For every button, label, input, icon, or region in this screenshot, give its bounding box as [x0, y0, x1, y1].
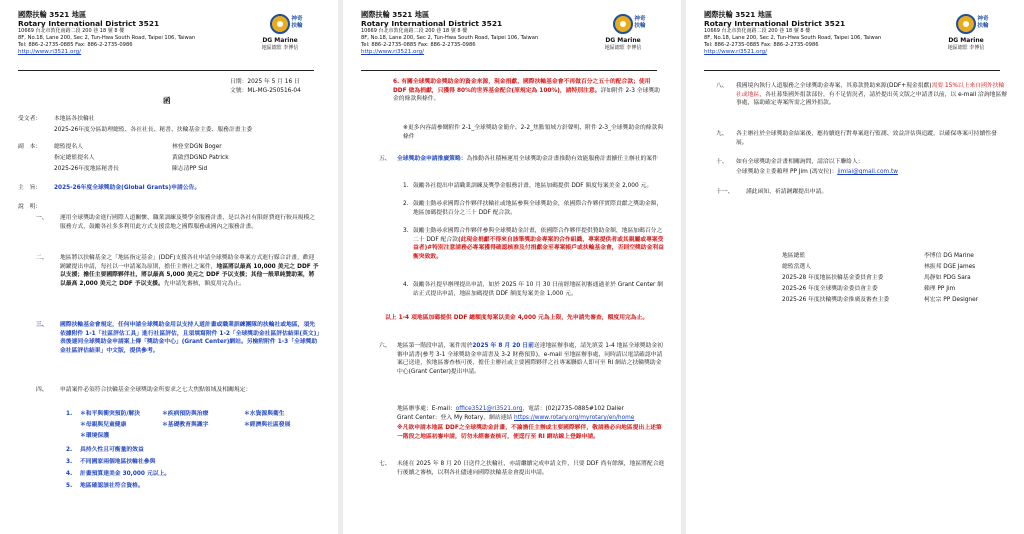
district-title-en: Rotary International District 3521 — [704, 19, 846, 28]
focus-number: 1. — [66, 411, 73, 417]
section-8 — [736, 82, 1008, 108]
requirement: 計畫預算達美金 30,000 元以上。 — [80, 471, 171, 477]
section-5 — [397, 155, 665, 164]
district-logo — [934, 14, 998, 51]
item-2-tail: 先申請先審核，額度用完為止。 — [163, 280, 245, 287]
section-6-text: 地區第一階段申請，案件需於 — [397, 343, 473, 349]
signer-title: 2025-26 年度全球獎助金委員會主委 — [782, 286, 878, 292]
rotary-wheel-icon — [956, 14, 976, 34]
contact-person-label: 全球獎助金主委賴理 PP Jim (馮安拉)： — [736, 169, 838, 175]
cc-role: 總監提名人 — [54, 144, 83, 150]
item-number: 四、 — [36, 387, 48, 393]
focus-area: ＊母親與兒童健康 — [80, 422, 127, 428]
contact-label: 地區辦事處：E-mail： — [397, 406, 456, 412]
office-email-link[interactable]: office3521@ri3521.org — [455, 406, 523, 412]
letter-page-1 — [0, 0, 338, 534]
focus-row — [80, 432, 162, 441]
website-link[interactable]: http://www.ri3521.org/ — [361, 49, 425, 55]
signer-title: 總監當選人 — [782, 264, 811, 270]
deadline-date: 2025 年 8 月 20 日前 — [472, 343, 534, 349]
focus-number: 4. — [66, 471, 73, 477]
strategy-item — [413, 227, 665, 261]
explain-item-2 — [60, 254, 320, 288]
item-6-tail: 詳如附件 2-3 全球獎助金的條款與條件。 — [393, 87, 660, 103]
section-number: 十一、 — [716, 189, 734, 195]
cc-name: 陳志清PP Sid — [172, 166, 208, 172]
governor-zh: 地區總監 李博信 — [604, 45, 642, 51]
address-zh: 10669 台北市敦化南路二段 200 巷 18 號 8 樓 — [361, 28, 468, 34]
to-label: 受文者： — [18, 116, 42, 122]
cc-label: 副 本： — [18, 144, 42, 150]
governor-en: DG Marine — [605, 37, 641, 44]
strategy-item: 鼓勵主動尋求國際合作夥伴扶輪社或地區參與全球獎助金，依國際合作夥伴實際貢獻之獎助金額，地區加碼提供百分之三十 DDF 配合款。 — [413, 201, 663, 216]
district-title-en: Rotary International District 3521 — [18, 19, 160, 28]
section-6 — [397, 342, 665, 376]
strategy-text: 鼓勵主動尋求國際合作夥伴參與全球獎助金計畫，依國際合作夥伴提供贊助金額，地區加碼百分之二十 DDF 配合款 — [413, 228, 663, 243]
rotary-wheel-icon — [613, 14, 633, 34]
cc-role: 2025-26年度地區秘書長 — [54, 166, 119, 172]
item-2-text: 地區將以扶輪基金之「地區指定基金」(DDF)支援各社申請全球獎助金專案方式進行媒合計畫，歡迎踴躍提出申請，每社以一申請案為原則，擔任主辦社之案件， — [60, 255, 315, 270]
letter-type: 函 — [163, 96, 171, 105]
to-line-2: 2025-26年度分區助理總監、各社社長、秘書、扶輪基金主委、服務計畫主委 — [54, 127, 253, 133]
office-contact — [397, 405, 665, 414]
header-divider — [704, 70, 1000, 71]
contact-person — [736, 168, 1008, 177]
item-6 — [393, 78, 665, 104]
focus-row — [80, 410, 326, 419]
district-title-zh: 國際扶輪 3521 地區 — [361, 10, 430, 19]
section-number: 七、 — [379, 461, 391, 467]
header-divider — [18, 70, 314, 71]
logo-text: 神奇扶輪 — [977, 16, 989, 29]
focus-area: ＊水資源與衛生 — [244, 411, 285, 417]
address-en: 8F, No.18, Lane 200, Sec 2, Tun-Hwa South Road, Taipei 106, Taiwan — [18, 35, 196, 41]
focus-area: ＊和平與衝突預防/解決 — [80, 411, 141, 417]
governor-zh: 地區總監 李博信 — [947, 45, 985, 51]
strategy-number: 4. — [403, 282, 409, 288]
district-logo — [591, 14, 655, 51]
grant-center-label: Grant Center：登入 My Rotary，網站連結 — [397, 415, 513, 421]
focus-number: 5. — [66, 483, 73, 489]
tel-fax: Tel: 886-2-2735-0885 Fax: 886-2-2735-0986 — [361, 42, 476, 48]
focus-area: ＊環境保護 — [80, 433, 109, 439]
subject-label: 主 旨： — [18, 185, 42, 191]
explain-label: 說 明： — [18, 204, 42, 210]
requirement: 不同國家兩個地區扶輪社參與 — [80, 459, 156, 465]
attachments-note: ※更多內容請參閱附件 2-1_全球獎助金簡介、2-2_焦點領域方針聲明、附件 2-3_全球獎助金的條款與條件 — [403, 125, 664, 140]
logo-text: 神奇扶輪 — [291, 16, 303, 29]
governor-en: DG Marine — [262, 37, 298, 44]
subject-text: 2025-26年度全球獎助金(Global Grants)申請公告。 — [54, 185, 201, 191]
focus-number: 3. — [66, 459, 73, 465]
strategy-item: 鼓勵各社提早辦理提出申請，如於 2025 年 10 月 30 日前經地區初審通過並於 Grant Center 網站正式提出申請，地區加碼提供 DDF 額度每案美金 1,000 元。 — [413, 282, 664, 297]
section-number: 九、 — [716, 131, 728, 137]
governor-en: DG Marine — [948, 37, 984, 44]
section-11: 謹此函知，祈請踴躍提出申請。 — [746, 189, 828, 195]
section-number: 八、 — [716, 83, 728, 89]
section-5-lead: 全球獎助金申請推廣策略： — [397, 156, 467, 162]
item-number: 一、 — [36, 215, 48, 221]
explain-item-1: 運用全球獎助金進行國際人道關懷、職業訓練及獎學金服務計畫，是以各社有限經費進行較具規模之服務方式，鼓勵各社多多利用此方式支援當地之國際服務或國內之服務計畫。 — [60, 215, 316, 230]
strategy-note: #特別注意請務必專案獲得確認核准及付捐獻金至專案帳戶或扶輪基金會，否則空獎助金利益衡突致敗。 — [413, 245, 664, 260]
logo-text: 神奇扶輪 — [634, 16, 646, 29]
letter-page-3 — [686, 0, 1024, 534]
signer-name: 李博信 DG Marine — [924, 253, 974, 259]
address-zh: 10669 台北市敦化南路二段 200 巷 18 號 8 樓 — [704, 28, 811, 34]
first-stage-note: ※凡欲申請本地區 DDF之全球獎助金計畫，不論擔任主辦或主要國際夥伴，敬請務必向地區提出上述第一階段之地區初審申請，切勿未經審查核可，便逕行至 RI 網站線上登錄申請。 — [397, 425, 662, 440]
website-link[interactable]: http://www.ri3521.org/ — [18, 49, 82, 55]
explain-item-3: 國際扶輪基金會規定，任何申請全球獎助金用以支持人道計畫或職業訓練團隊的扶輪社或地區，須先依據附件 1-1「社區評估工具」進行社區評估，且須填寫附件 1-2「全球獎助金社區評估結果(英文)」表後連同全球獎助金申請案上傳「獎助金中心」(Grant Center)網站。另檢附附件 1-3「全球獎助金社區評估結果」中文版，提供參考。 — [60, 322, 320, 354]
requirement: 地區確認該社符合資格。 — [80, 483, 144, 489]
section-number: 六、 — [379, 343, 391, 349]
signer-name: 馬靜如 PDG Sara — [924, 275, 971, 281]
section-8-text: 我國境內執行人道服務之全球獎助金專案，其募款贊助來源(DDF+現金捐獻) — [736, 83, 932, 89]
address-zh: 10669 台北市敦化南路二段 200 巷 18 號 8 樓 — [18, 28, 125, 34]
section-5-text: 為推動各社積極運用全球獎助金計畫推動有效能服務計畫擴任主辦社的案件 — [466, 156, 658, 162]
section-8-text: ，各社募集國外捐款部份，有不足情況者，請於提出英文版之申請書以前，以 e-mail 洽詢地區辦事處，協助確定專案所需之國外捐款。 — [736, 91, 1008, 107]
tel-fax: Tel: 886-2-2735-0885 Fax: 886-2-2735-0986 — [18, 42, 133, 48]
signer-name: 賴理 PP Jim — [924, 286, 956, 292]
section-number: 五、 — [379, 156, 391, 162]
item-2-highlight: 地區將以最高 10,000 美元之 DDF 予以支援；擔任主要國際夥伴社，將以最高 5,000 美元之 DDF 予以支援；其他一般單純贊助案，將以最高 2,000 美元之 DDF 予以支援。 — [60, 263, 319, 287]
explain-item-4: 申請案件必須符合扶輪基金全球獎助金所要求之七大焦點領域及相關規定： — [60, 387, 252, 393]
header-divider — [361, 70, 657, 71]
district-title-en: Rotary International District 3521 — [361, 19, 503, 28]
grant-center-link[interactable]: https://www.rotary.org/myrotary/en/home — [514, 415, 635, 421]
focus-area: ＊經濟與社區發展 — [244, 422, 291, 428]
website-link[interactable]: http://www.ri3521.org/ — [704, 49, 768, 55]
district-title-zh: 國際扶輪 3521 地區 — [704, 10, 773, 19]
address-en: 8F, No.18, Lane 200, Sec 2, Tun-Hwa South Road, Taipei 106, Taiwan — [704, 35, 882, 41]
to-line-1: 本地區各扶輪社 — [54, 116, 95, 122]
section-8-requirement: 需要 15%以上來自國外扶輪社或地區 — [736, 83, 1005, 98]
letter-page-2 — [343, 0, 681, 534]
cc-role: 指定總監提名人 — [54, 155, 95, 161]
section-6-text: 送達地區辦事處，請先填妥 1-4 地區全球獎助金初審申請書(參考 3-1 全球獎助金申請書及 3-2 財務預算)，e-mail 至地區辦事處，同時請以電話確認申請案已送達，俟地區審查核可後，擔任主辦社或主要國際夥伴之社專案聯絡人即可至 RI 網站之扶輪獎助金中心(Grant Center)提出申請。 — [397, 343, 663, 375]
signer-title: 地區總監 — [782, 253, 806, 259]
governor-zh: 地區總監 李博信 — [261, 45, 299, 51]
doc-number: 文號：ML-MG-250516-04 — [230, 88, 301, 94]
focus-row — [80, 421, 326, 430]
strategy-warning: (此現金捐獻不得來自該筆獎助金專案的合作組織，專案提供者或其親屬或專案受益者) — [413, 236, 664, 252]
item-number: 三、 — [36, 322, 48, 328]
strategy-number: 1. — [403, 183, 409, 189]
section-10: 如有全球獎助金計畫相關詢問，請洽以下聯絡人： — [736, 159, 864, 165]
signer-title: 2025-26 年度扶輪獎助金推廣及審查主委 — [782, 297, 890, 303]
strategy-number: 2. — [403, 201, 409, 207]
address-en: 8F, No.18, Lane 200, Sec 2, Tun-Hwa South Road, Taipei 106, Taiwan — [361, 35, 539, 41]
contact-email-link[interactable]: jimlai@gmail.com.tw — [837, 169, 898, 175]
office-tel: ，電話：(02)2735-0885#102 Dalier — [522, 406, 624, 412]
strategy-number: 3. — [403, 228, 409, 234]
district-title-zh: 國際扶輪 3521 地區 — [18, 10, 87, 19]
strategy-item: 鼓勵各社提出申請職業訓練及獎學金服務計畫，地區加碼提供 DDF 額度每案美金 2,000 元。 — [413, 183, 653, 189]
item-6-red: 6. 有關全球獎助金獎助金的資金來源，現金捐獻，國際扶輪基金會不再做百分之五十的配合款；使用 DDF 做為捐獻，只獲得 80%的世界基金配合(原規定為 100%)，請特別注意。 — [393, 79, 651, 94]
rotary-wheel-icon — [270, 14, 290, 34]
district-logo — [248, 14, 312, 51]
cc-name: 林登堂DGN Boger — [172, 144, 222, 150]
section-9: 各主辦社於全球獎助金結案後，應持續進行對專案進行監測、效益評估與追蹤，以確保專案可持續性發展。 — [736, 131, 997, 146]
focus-number: 2. — [66, 447, 73, 453]
section-number: 十、 — [716, 159, 728, 165]
signer-title: 2025-28 年度地區扶輪基金委員會主委 — [782, 275, 884, 281]
requirement: 具持久性且可衡量的效益 — [80, 447, 144, 453]
section-7: 未能在 2025 年 8 月 20 日送件之扶輪社，亦請繼續完成申請文件，只要 DDF 尚有餘額，地區將配合進行後續之審核，以利各社儘速向國際扶輪基金會提出申請。 — [397, 461, 665, 476]
dd-cap-note: 以上 1-4 項地區加碼提供 DDF 總額度每案以美金 4,000 元為上限，先申請先審查，額度用完為止。 — [385, 315, 649, 321]
signer-name: 林振邦 DGE James — [924, 264, 976, 270]
tel-fax: Tel: 886-2-2735-0885 Fax: 886-2-2735-0986 — [704, 42, 819, 48]
cc-name: 黃啟烈DGND Patrick — [172, 155, 229, 161]
grant-center-link-row — [397, 414, 665, 423]
signer-name: 柯宏宗 PP Designer — [924, 297, 979, 303]
focus-area: ＊基礎教育與識字 — [162, 422, 209, 428]
focus-area: ＊疾病預防與治療 — [162, 411, 209, 417]
doc-date: 日期：2025 年 5 月 16 日 — [230, 79, 300, 85]
item-number: 二、 — [36, 255, 48, 261]
